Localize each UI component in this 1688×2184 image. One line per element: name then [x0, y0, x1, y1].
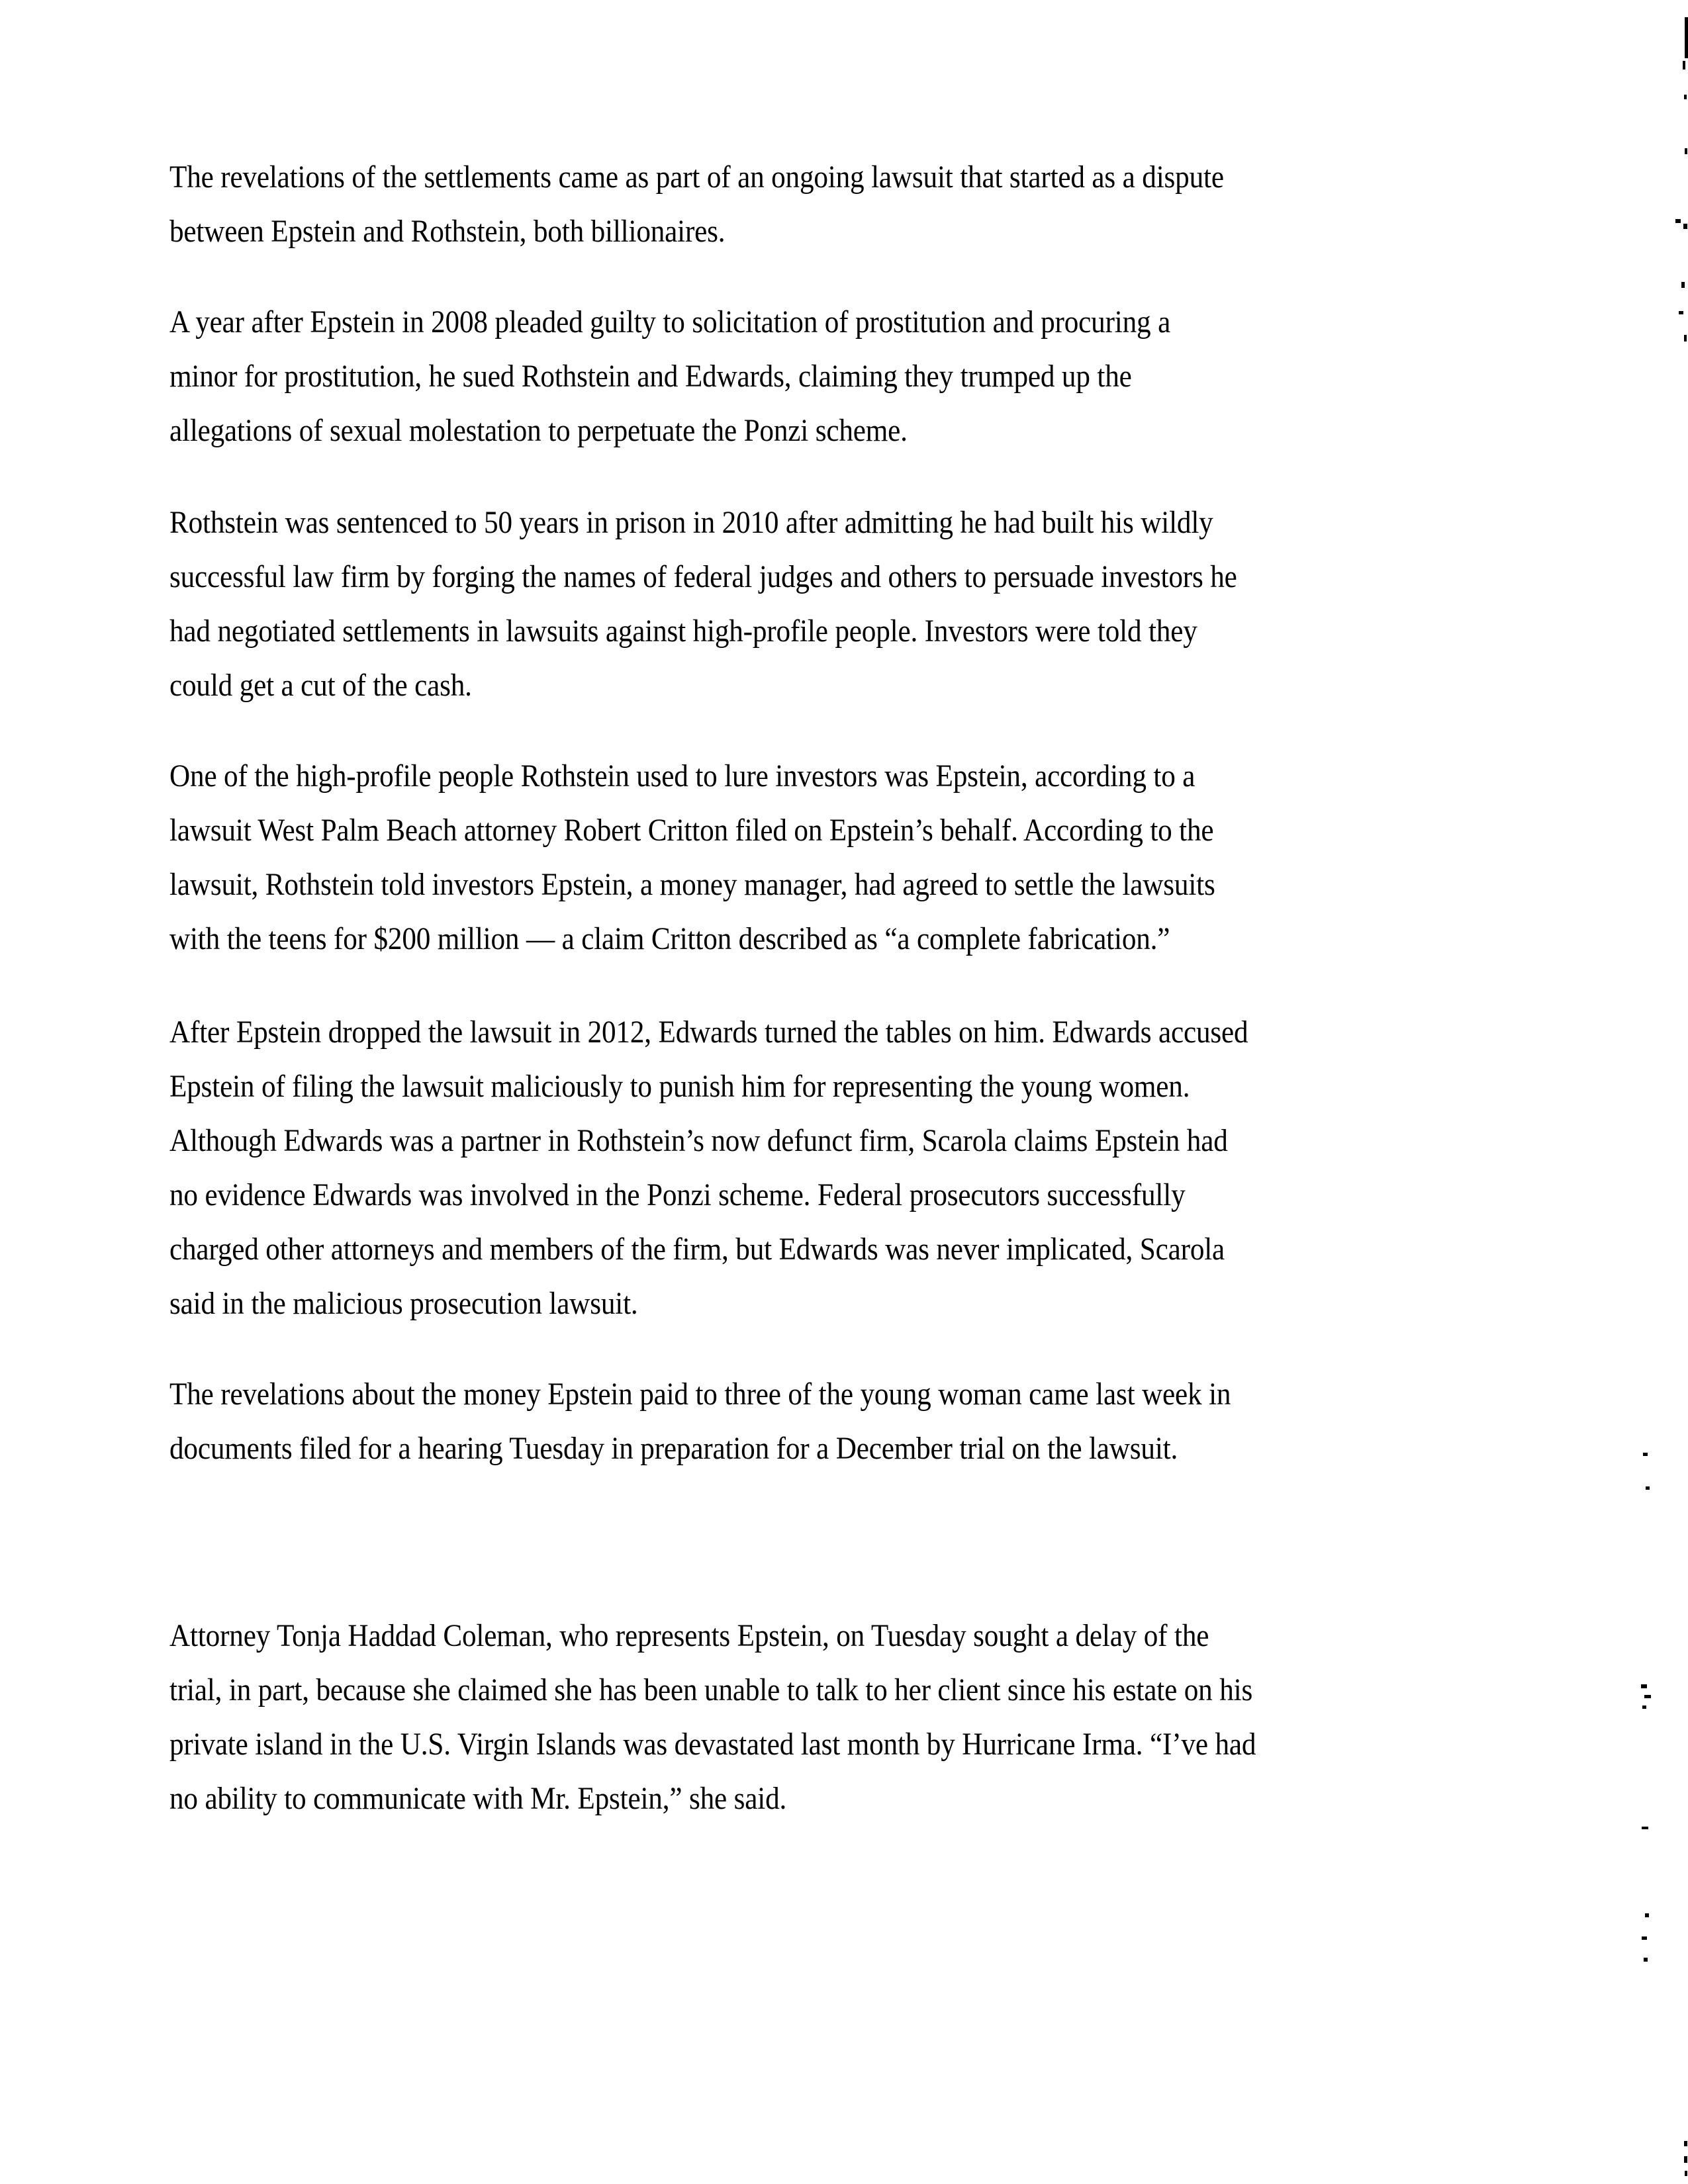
scan-noise-mark [1683, 224, 1687, 229]
scan-noise-mark [1684, 95, 1687, 99]
text-line: Rothstein was sentenced to 50 years in prison in 2010 after admitting he had built his wildly [169, 505, 1213, 540]
scan-noise-mark [1681, 282, 1685, 288]
text-line: private island in the U.S. Virgin Islands was devastated last month by Hurricane Irma. “I’ve had [169, 1727, 1256, 1762]
paragraph [169, 496, 1256, 713]
scan-noise-mark [1644, 1958, 1648, 1962]
text-line: between Epstein and Rothstein, both billionaires. [169, 214, 726, 249]
text-line: no ability to communicate with Mr. Epstein,” she said. [169, 1781, 787, 1816]
scan-noise-mark [1646, 1486, 1650, 1490]
scan-noise-mark [1645, 1913, 1649, 1917]
text-line: Epstein of filing the lawsuit maliciously to punish him for representing the young women. [169, 1069, 1190, 1104]
scan-noise-mark [1644, 1695, 1651, 1698]
text-line: A year after Epstein in 2008 pleaded guilty to solicitation of prostitution and procuring a [169, 304, 1171, 340]
scan-noise-mark [1642, 1827, 1648, 1829]
scan-noise-mark [1684, 2141, 1687, 2146]
text-line: lawsuit, Rothstein told investors Epstein, a money manager, had agreed to settle the lawsuits [169, 867, 1215, 902]
text-line: allegations of sexual molestation to perpetuate the Ponzi scheme. [169, 413, 908, 448]
article-body [169, 150, 1256, 1826]
text-line: The revelations about the money Epstein paid to three of the young woman came last week in [169, 1377, 1231, 1412]
scan-noise-mark [1684, 335, 1687, 341]
scan-noise-right-edge-speckle [1677, 357, 1688, 1403]
text-line: no evidence Edwards was involved in the Ponzi scheme. Federal prosecutors successfully [169, 1177, 1186, 1212]
paragraph [169, 295, 1256, 458]
scan-noise-mark [1641, 1684, 1647, 1688]
text-line: Attorney Tonja Haddad Coleman, who represents Epstein, on Tuesday sought a delay of the [169, 1618, 1209, 1653]
paragraph [169, 1005, 1256, 1331]
text-line: could get a cut of the cash. [169, 668, 472, 703]
text-line: trial, in part, because she claimed she has been unable to talk to her client since his estate on his [169, 1672, 1253, 1707]
text-line: The revelations of the settlements came as part of an ongoing lawsuit that started as a dispute [169, 159, 1224, 195]
scan-noise-mark [1675, 219, 1681, 223]
text-line: Although Edwards was a partner in Rothstein’s now defunct firm, Scarola claims Epstein had [169, 1123, 1228, 1158]
scan-noise-mark [1684, 2156, 1687, 2163]
scan-noise-mark [1683, 61, 1685, 69]
text-line: successful law firm by forging the names of federal judges and others to persuade investors he [169, 559, 1237, 594]
text-line: documents filed for a hearing Tuesday in preparation for a December trial on the lawsuit. [169, 1431, 1178, 1466]
text-line: had negotiated settlements in lawsuits against high-profile people. Investors were told they [169, 614, 1197, 649]
scan-noise-mark [1642, 1936, 1647, 1940]
text-line: One of the high-profile people Rothstein used to lure investors was Epstein, according to a [169, 758, 1196, 794]
text-line: charged other attorneys and members of the firm, but Edwards was never implicated, Scarola [169, 1232, 1225, 1267]
paragraph [169, 1367, 1256, 1476]
paragraph [169, 749, 1256, 966]
scan-noise-mark [1685, 148, 1687, 154]
text-line: After Epstein dropped the lawsuit in 2012, Edwards turned the tables on him. Edwards accused [169, 1015, 1248, 1050]
scan-noise-mark [1642, 1706, 1646, 1709]
text-line: lawsuit West Palm Beach attorney Robert Critton filed on Epstein’s behalf. According to the [169, 813, 1214, 848]
text-line: said in the malicious prosecution lawsuit. [169, 1286, 638, 1321]
scan-noise-right-edge-line [1685, 17, 1688, 58]
paragraph [169, 150, 1256, 259]
scan-noise-mark [1643, 1453, 1648, 1456]
paragraph [169, 1609, 1256, 1826]
text-line: minor for prostitution, he sued Rothstein and Edwards, claiming they trumped up the [169, 359, 1132, 394]
scan-noise-bottom-edge [0, 2178, 1688, 2184]
scan-noise-mark [1685, 2171, 1687, 2176]
scan-noise-mark [1679, 311, 1683, 314]
text-line: with the teens for $200 million — a claim Critton described as “a complete fabrication.” [169, 921, 1170, 956]
